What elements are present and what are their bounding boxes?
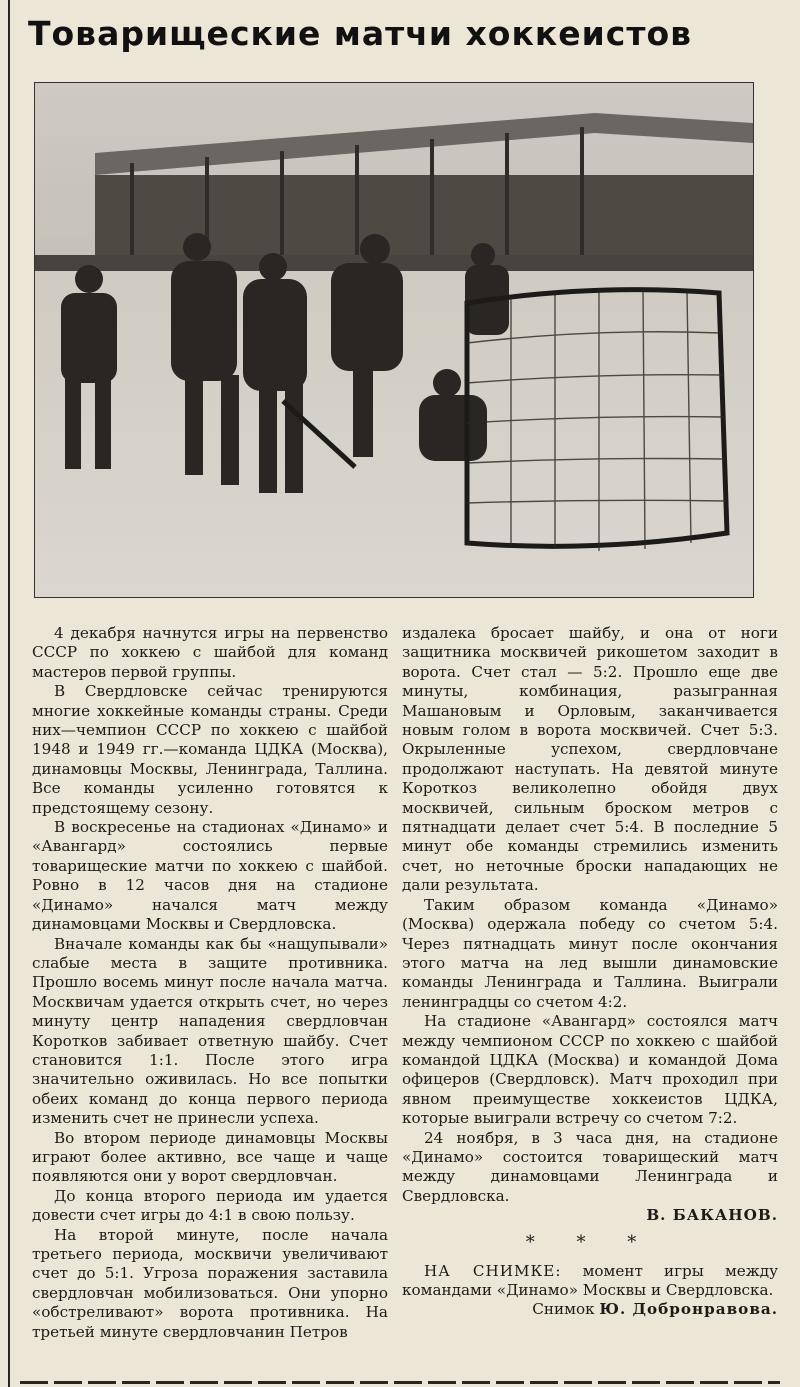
paragraph: 4 декабря начнутся игры на первенство СССР по хоккею с шайбой для команд мастеров первой группы. <box>32 624 388 681</box>
paragraph: В воскресенье на стадионах «Динамо» и «Авангард» состоялись первые товарищеские матчи по хоккею с шайбой. Ровно в 12 часов дня на стадионе «Динамо» начался матч между динамовцами Москвы и Свердловска. <box>32 818 388 934</box>
hockey-photo <box>34 82 754 598</box>
credit-prefix: Снимок <box>532 1300 595 1319</box>
bottom-rule <box>20 1381 780 1384</box>
left-column <box>32 624 388 1342</box>
caption-label: НА СНИМКЕ: <box>424 1261 562 1280</box>
paragraph: Вначале команды как бы «нащупывали» слабые места в защите противника. Прошло восемь минут после начала матча. Москвичам удается открыть счет, но через минуту центр нападения свердловчан Коротков забивает ответную шайбу. Счет становится 1:1. После этого игра значительно оживилась. Но все попытки обеих команд до конца первого периода изменить счет не принесли успеха. <box>32 934 388 1128</box>
headline: Товарищеские матчи хоккеистов <box>28 14 693 53</box>
right-column <box>402 624 778 1320</box>
paragraph: На второй минуте, после начала третьего периода, москвичи увеличивают счет до 5:1. Угроза поражения заставила свердловчан мобилизоваться. Они упорно «обстреливают» ворота противника. На третьей минуте свердловчанин Петров <box>32 1225 388 1341</box>
paragraph: 24 ноября, в 3 часа дня, на стадионе «Динамо» состоится товарищеский матч между динамовцами Ленинграда и Свердловска. <box>402 1128 778 1205</box>
paragraph: До конца второго периода им удается довести счет игры до 4:1 в свою пользу. <box>32 1186 388 1225</box>
paragraph: В Свердловске сейчас тренируются многие хоккейные команды страны. Среди них—чемпион СССР по хоккею с шайбой 1948 и 1949 гг.—команда ЦДКА (Москва), динамовцы Москвы, Ленинграда, Таллина. Все команды усиленно готовятся к предстоящему сезону. <box>32 682 388 817</box>
credit-name: Ю. Добронравова. <box>599 1300 778 1319</box>
page-border-rule <box>8 0 10 1387</box>
section-divider: * * * <box>525 1231 655 1253</box>
paragraph: Во втором периоде динамовцы Москвы играют более активно, все чаще и чаще появляются они у ворот свердловчан. <box>32 1128 388 1186</box>
photo-credit <box>402 1300 778 1319</box>
paragraph-continued: издалека бросает шайбу, и она от ноги защитника москвичей рикошетом заходит в ворота. Счет стал — 5:2. Прошло еще две минуты, комбинация, разыгранная Машановым и Орловым, заканчивается новым голом в ворота москвичей. Счет 5:3. Окрыленные успехом, свердловчане продолжают наступать. На девятой минуте Короткоз великолепно обойдя двух москвичей, сильным броском метров с пятнадцати делает счет 5:4. В последние 5 минут обе команды стремились изменить счет, но неточные броски нападающих не дали результата. <box>402 624 778 895</box>
caption-text: момент игры между командами «Динамо» Москвы и Свердловска. <box>402 1261 779 1299</box>
paragraph: На стадионе «Авангард» состоялся матч между чемпионом СССР по хоккею с шайбой командой ЦДКА (Москва) и командой Дома офицеров (Свердловск). Матч проходил при явном преимуществе хоккеистов ЦДКА, которые выиграли встречу со счетом 7:2. <box>402 1012 778 1128</box>
author-signature: В. БАКАНОВ. <box>646 1206 778 1225</box>
photo-caption <box>402 1262 778 1301</box>
paragraph: Таким образом команда «Динамо» (Москва) одержала победу со счетом 5:4. Через пятнадцать минут после окончания этого матча на лед вышли динамовские команды Ленинграда и Таллина. Выиграли ленинградцы со счетом 4:2. <box>402 895 778 1011</box>
